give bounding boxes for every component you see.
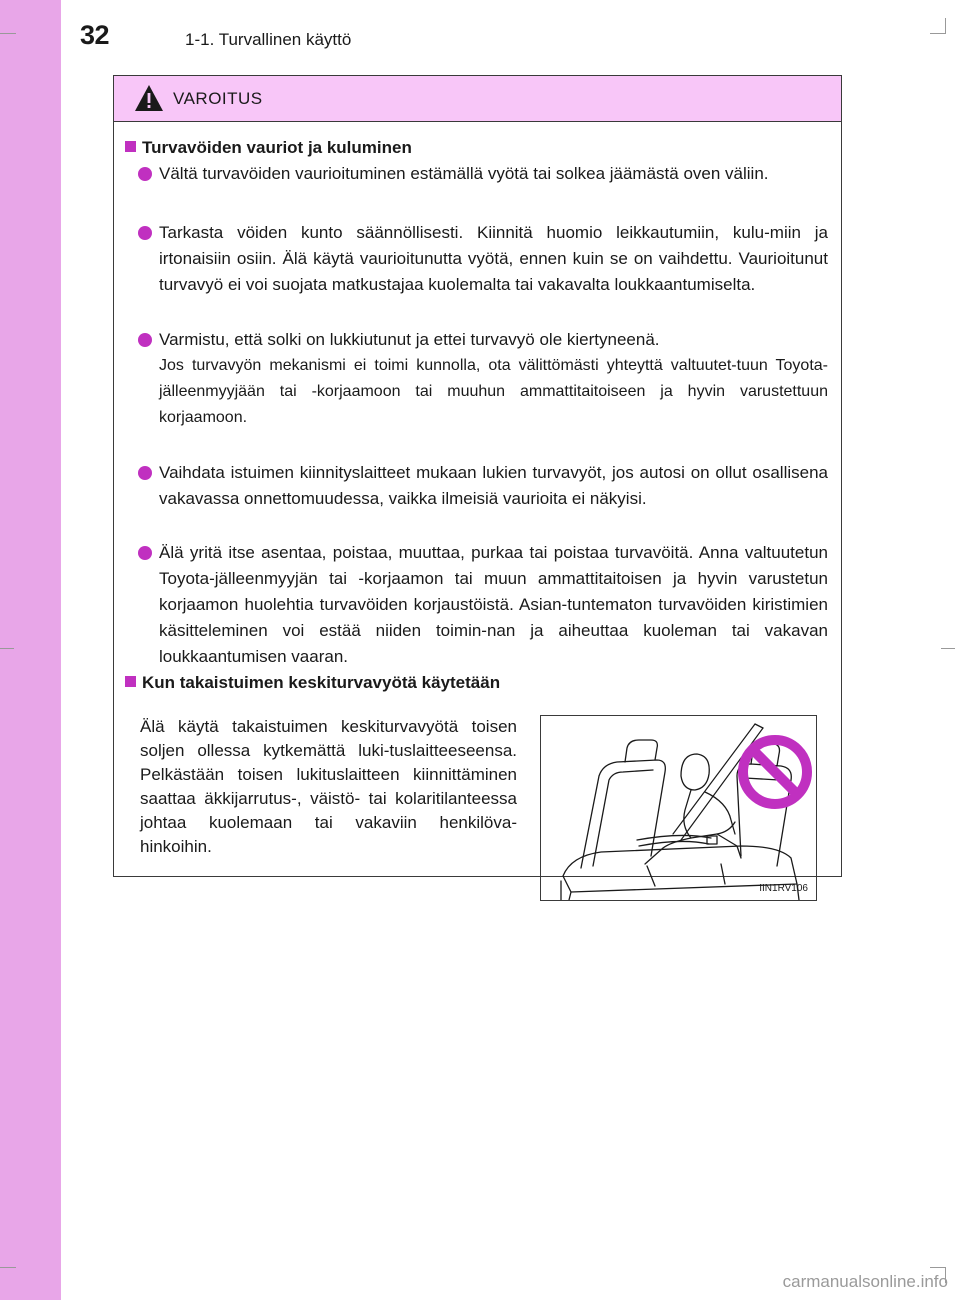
rear-seat-warning-text: Älä käytä takaistuimen keskiturvavyötä toisen soljen ollessa kytkemättä luki-tuslaitteeseensa. Pelkästään toisen lukituslaitteen kiinnittäminen saattaa äkkijarrutus-, väistö- tai kolaritilanteessa johtaa kuolemaan tai vakaviin henkilöva-hinkoihin.	[140, 717, 517, 856]
warning-header	[114, 76, 841, 122]
crop-mark	[930, 33, 946, 34]
list-item: Tarkasta vöiden kunto säännöllisesti. Kiinnitä huomio leikkautumiin, kulu-miin ja irtonaisiin osiin. Älä käytä vaurioitunutta vyötä, ennen kuin se on vaihdettu. Vaurioitunut turvavyö ei voi suojata matkustajaa kuolemalta tai vakavalta loukkaantumiselta.	[138, 220, 828, 298]
crop-mark	[0, 648, 14, 649]
bullet-dot-icon	[138, 226, 152, 240]
seatbelt-illustration	[540, 715, 817, 901]
crop-mark	[941, 648, 955, 649]
crop-mark	[0, 33, 16, 34]
square-bullet-icon	[125, 141, 136, 152]
side-tab-strip	[0, 0, 61, 1300]
warning-triangle-icon	[134, 84, 164, 112]
list-item: Varmistu, että solki on lukkiutunut ja ettei turvavyö ole kiertyneenä. Jos turvavyön mekanismi ei toimi kunnolla, ota välittömästi yhteyttä valtuutet-tuun Toyota-jälleenmyyjään tai -korjaamoon tai muuhun ammattitaitoiseen ja hyvin varustettuun korjaamoon.	[138, 327, 828, 431]
list-item: Vaihdata istuimen kiinnityslaitteet mukaan lukien turvavyöt, jos autosi on ollut osallisena vakavassa onnettomuudessa, vaikka ilmeisiä vaurioita ei näkyisi.	[138, 460, 828, 512]
list-item: Älä yritä itse asentaa, poistaa, muuttaa, purkaa tai poistaa turvavöitä. Anna valtuutetun Toyota-jälleenmyyjän tai -korjaamon tai muun ammattitaitoisen ja hyvin varustetun korjaamon huolehtia turvavöiden korjaustöistä. Asian-tuntematon turvavöiden kiristimien käsitteleminen voi estää niiden toimin-nan ja aiheuttaa kuoleman tai vakavan loukkaantumisen vaaran.	[138, 540, 828, 670]
section-heading: Kun takaistuimen keskiturvavyötä käytetään	[125, 673, 500, 693]
warning-box	[113, 75, 842, 894]
crop-mark	[945, 18, 946, 34]
section-title: 1-1. Turvallinen käyttö	[185, 30, 352, 49]
rear-seat-illustration	[541, 716, 816, 900]
square-bullet-icon	[125, 676, 136, 687]
crop-mark	[0, 1267, 16, 1268]
bullet-dot-icon	[138, 167, 152, 181]
watermark: carmanualsonline.info	[782, 1272, 948, 1291]
page-number: 32	[80, 20, 110, 50]
bullet-dot-icon	[138, 333, 152, 347]
bullet-dot-icon	[138, 466, 152, 480]
warning-label: VAROITUS	[173, 89, 263, 108]
crop-mark	[930, 1267, 946, 1268]
bullet-dot-icon	[138, 546, 152, 560]
section-heading: Turvavöiden vauriot ja kuluminen	[125, 138, 412, 158]
list-item: Vältä turvavöiden vaurioituminen estämällä vyötä tai solkea jäämästä oven väliin.	[138, 161, 828, 187]
figure-code: IIN1RV106	[759, 883, 808, 894]
